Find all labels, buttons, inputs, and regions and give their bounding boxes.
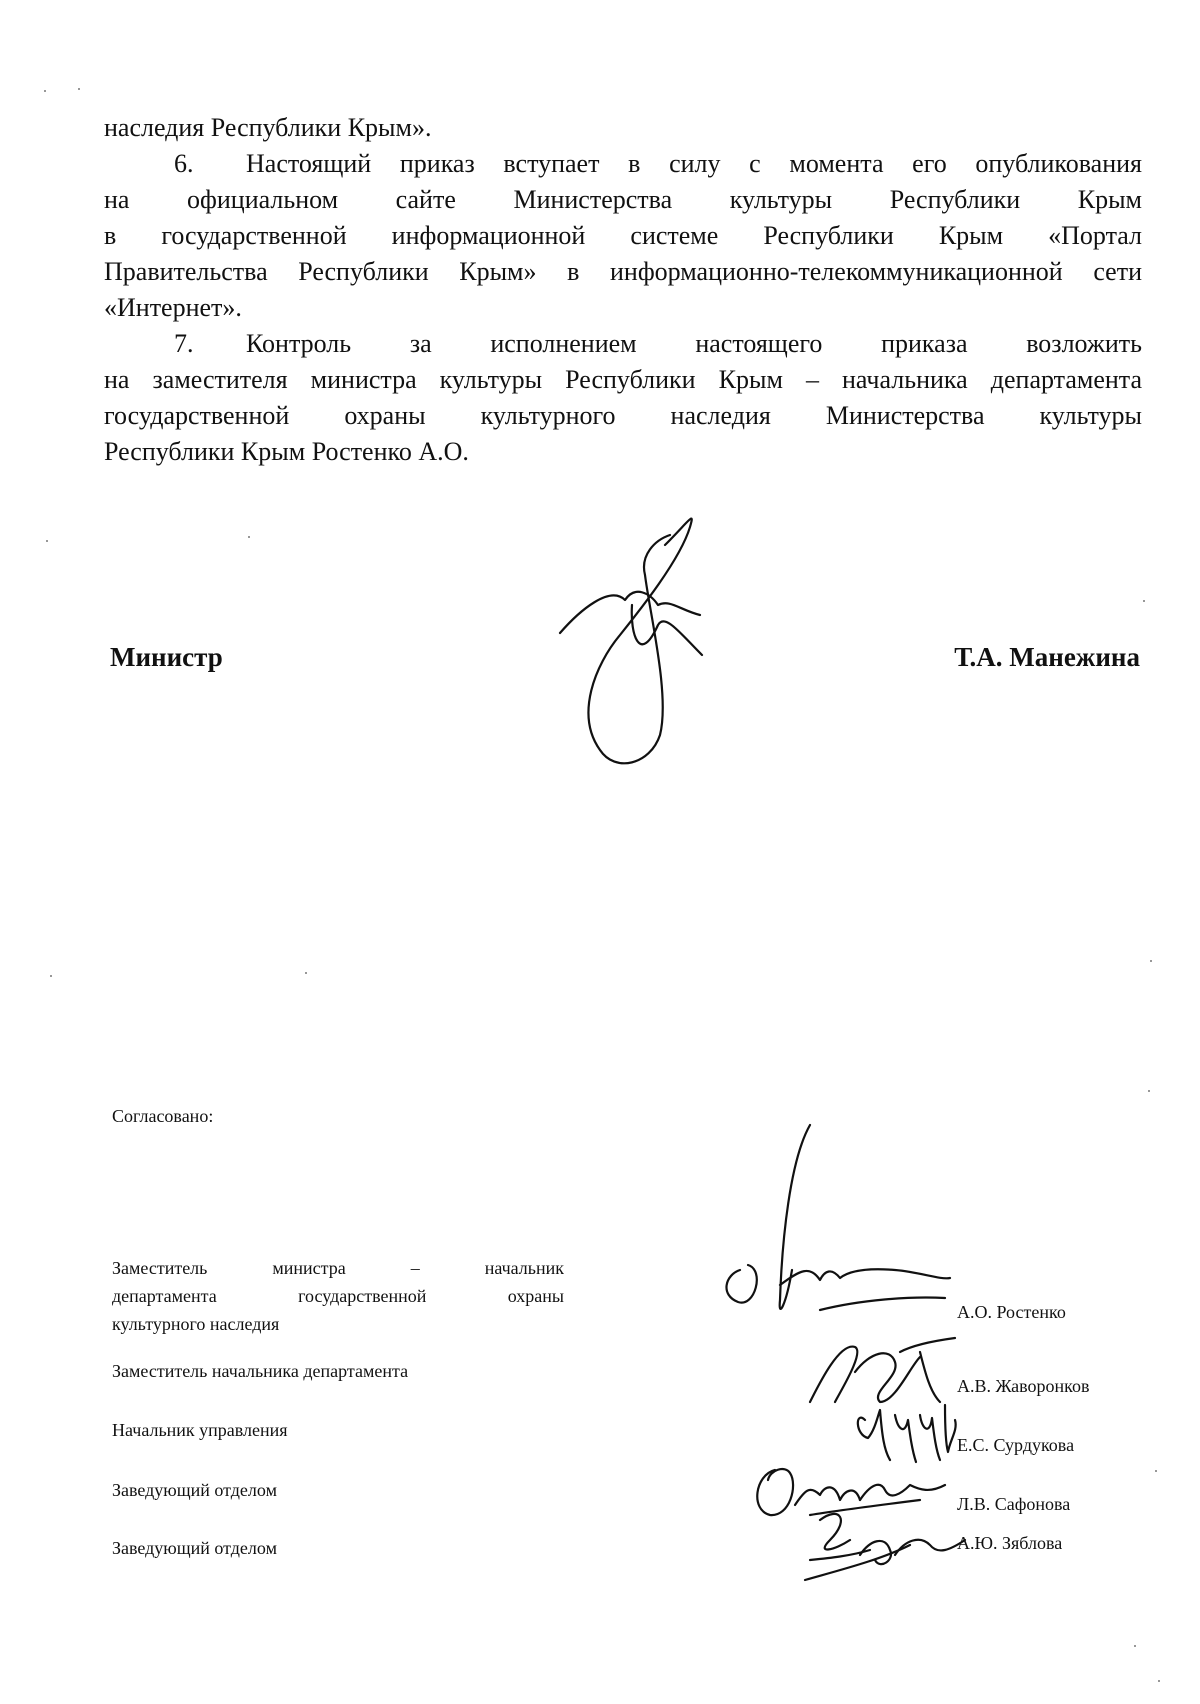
- scan-speck: [1148, 1090, 1150, 1092]
- approval-signature-rostenko: [720, 1120, 960, 1350]
- paragraph-6-line-4: Правительства Республики Крым» в информационно-телекоммуникационной сети: [104, 257, 1142, 286]
- signatory-role: Министр: [110, 642, 223, 672]
- approval-title: Согласовано:: [112, 1106, 214, 1126]
- approval-position-3: Начальник управления: [112, 1420, 288, 1440]
- paragraph-7-number: 7.: [174, 329, 194, 358]
- approval-name-5: А.Ю. Зяблова: [957, 1533, 1063, 1553]
- signatory-name: Т.А. Манежина: [954, 642, 1140, 672]
- paragraph-6-line-2: на официальном сайте Министерства культуры Республики Крым: [104, 185, 1142, 214]
- scan-speck: [1158, 1680, 1160, 1682]
- paragraph-6-number: 6.: [174, 149, 194, 178]
- scan-speck: [1155, 1470, 1157, 1472]
- minister-signature: [540, 515, 740, 775]
- scan-speck: [305, 972, 307, 974]
- document-body: [104, 110, 1142, 470]
- scan-speck: [1143, 600, 1145, 602]
- scan-speck: [1150, 960, 1152, 962]
- paragraph-7-line-2: на заместителя министра культуры Республики Крым – начальника департамента: [104, 365, 1142, 394]
- paragraph-7-line-4: Республики Крым Ростенко А.О.: [104, 437, 469, 466]
- paragraph-6-line-5: «Интернет».: [104, 293, 242, 322]
- approval-name-4: Л.В. Сафонова: [957, 1494, 1071, 1514]
- scan-speck: [46, 540, 48, 542]
- scan-speck: [78, 88, 80, 90]
- scan-speck: [44, 90, 46, 92]
- scan-speck: [248, 536, 250, 538]
- paragraph-7-line-3: государственной охраны культурного наследия Министерства культуры: [104, 401, 1142, 430]
- approval-position-4: Заведующий отделом: [112, 1480, 277, 1500]
- approval-position-1: Заместитель министра – начальник департамента государственной охраны культурного наследия: [112, 1258, 564, 1334]
- approval-name-3: Е.С. Сурдукова: [957, 1435, 1075, 1455]
- approval-name-2: А.В. Жаворонков: [957, 1376, 1090, 1396]
- approval-position-5: Заведующий отделом: [112, 1538, 277, 1558]
- paragraph-intro-tail: наследия Республики Крым».: [104, 113, 432, 142]
- scan-speck: [1134, 1645, 1136, 1647]
- approval-position-2: Заместитель начальника департамента: [112, 1361, 409, 1381]
- paragraph-6-line-1: 6. Настоящий приказ вступает в силу с момента его опубликования: [104, 146, 1142, 182]
- approval-name-1: А.О. Ростенко: [957, 1302, 1066, 1322]
- paragraph-6-line-3: в государственной информационной системе Республики Крым «Портал: [104, 221, 1142, 250]
- scan-speck: [50, 975, 52, 977]
- paragraph-7-line-1: 7. Контроль за исполнением настоящего приказа возложить: [104, 326, 1142, 362]
- approval-signature-zyablova: [790, 1500, 980, 1590]
